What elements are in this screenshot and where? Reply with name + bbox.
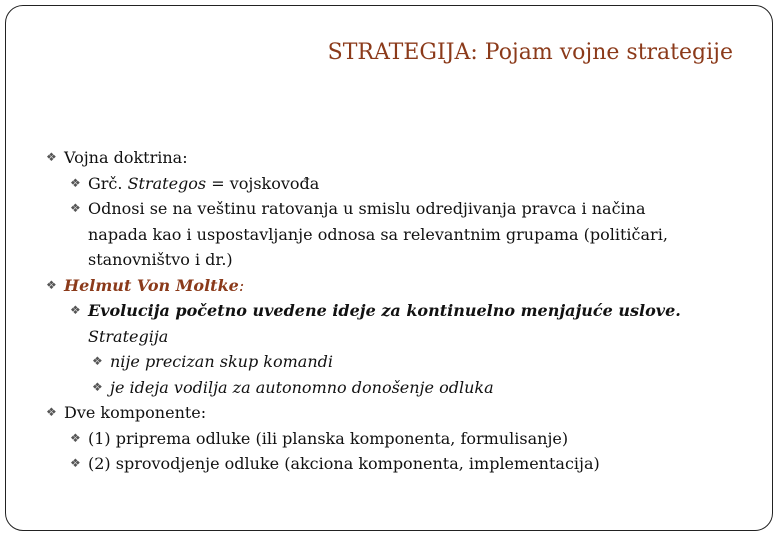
bullet-odnosi: ❖ Odnosi se na veštinu ratovanja u smislu odredjivanja pravca i načina: [44, 196, 754, 222]
bullet-evolucija: ❖ Evolucija početno uvedene ideje za kontinuelno menjajuće uslove.: [44, 298, 754, 324]
bullet-icon: ❖: [70, 303, 81, 317]
bullet-icon: ❖: [70, 175, 81, 190]
bullet-nije-precizan: ❖ nije precizan skup komandi: [44, 349, 754, 375]
bullet-ideja-vodilja: ❖ je ideja vodilja za autonomno donošenje odluka: [44, 375, 754, 401]
bullet-odnosi-cont: napada kao i uspostavljanje odnosa sa relevantnim grupama (političari,: [88, 224, 668, 244]
bullet-dve-komponente: ❖ Dve komponente:: [44, 400, 754, 426]
bullet-icon: ❖: [46, 277, 57, 292]
bullet-moltke: ❖ Helmut Von Moltke:: [44, 273, 754, 299]
bullet-odnosi-cont2: stanovništvo i dr.): [88, 250, 233, 269]
bullet-komponenta-1: ❖ (1) priprema odluke (ili planska komponenta, formulisanje): [44, 426, 754, 452]
bullet-strategos: ❖ Grč. Strategos = vojskovođa: [44, 171, 754, 197]
bullet-icon: ❖: [70, 201, 81, 215]
slide-body: [44, 145, 754, 477]
bullet-icon: ❖: [92, 379, 103, 394]
bullet-icon: ❖: [46, 150, 57, 164]
bullet-komponenta-2: ❖ (2) sprovodjenje odluke (akciona komponenta, implementacija): [44, 451, 754, 477]
bullet-icon: ❖: [70, 456, 81, 470]
bullet-icon: ❖: [70, 430, 81, 445]
bullet-icon: ❖: [46, 405, 57, 419]
bullet-vojna-doktrina: ❖ Vojna doktrina:: [44, 145, 754, 171]
bullet-evolucija-cont: Strategija: [88, 326, 169, 346]
bullet-icon: ❖: [92, 354, 103, 368]
slide-title: STRATEGIJA: Pojam vojne strategije: [327, 40, 733, 65]
